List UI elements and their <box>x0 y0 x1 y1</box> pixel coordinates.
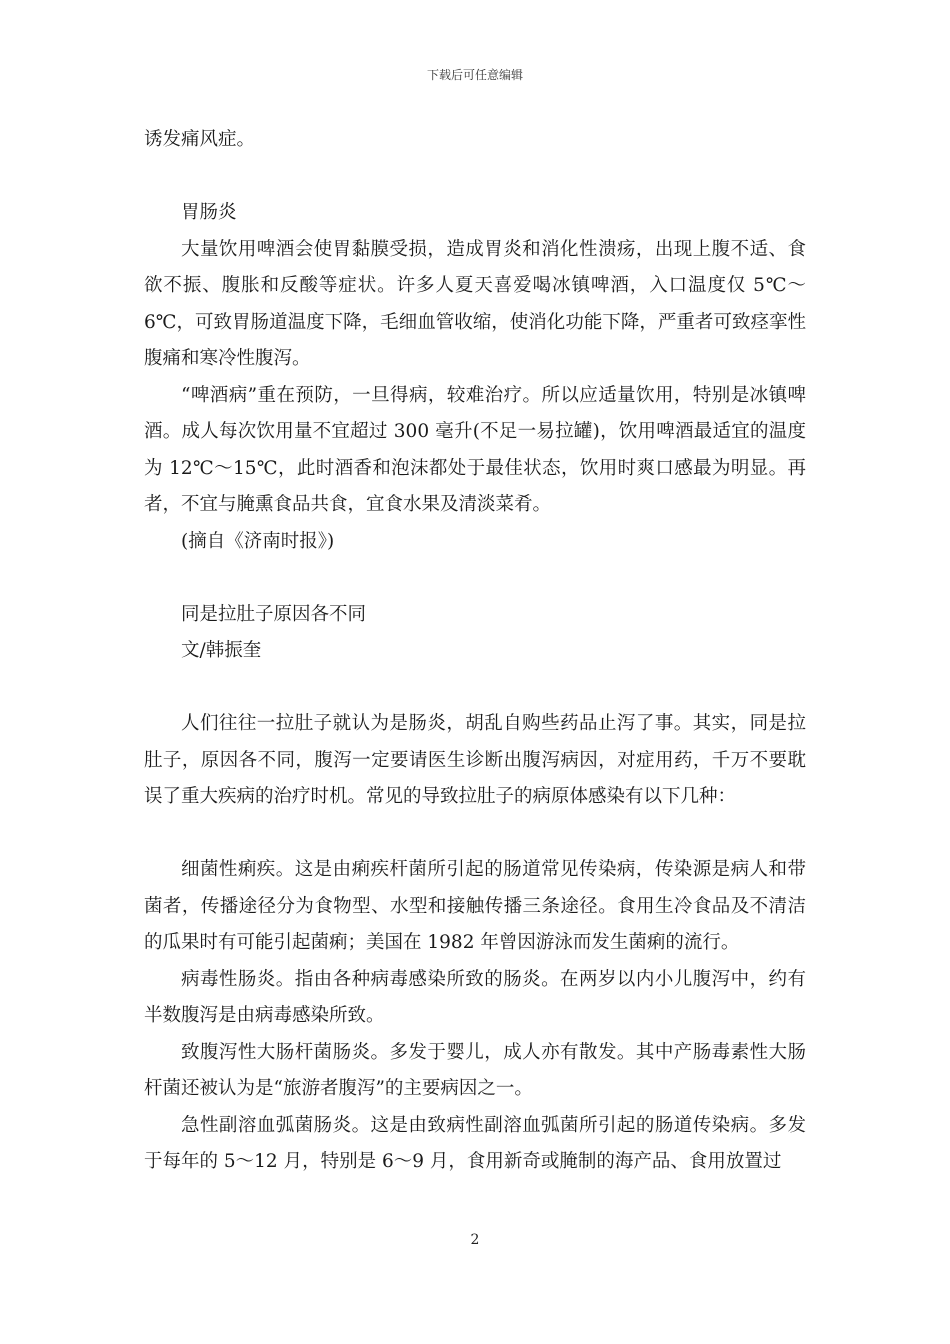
source-citation: (摘自《济南时报》) <box>181 530 335 552</box>
paragraph: 大量饮用啤酒会使胃黏膜受损，造成胃炎和消化性溃疡，出现上腹不适、食欲不振、腹胀和反酸等症状。许多人夏天喜爱喝冰镇啤酒，入口温度仅 5℃～6℃，可致胃肠道温度下降，毛细血管收缩，使消化功能下降，严重者可致痉挛性腹痛和寒冷性腹泻。 <box>144 238 806 369</box>
blank-line <box>144 816 806 853</box>
blank-line <box>144 159 806 196</box>
blank-line <box>144 670 806 707</box>
document-body <box>144 122 806 1181</box>
article-author: 文/韩振奎 <box>181 640 262 661</box>
paragraph: 细菌性痢疾。这是由痢疾杆菌所引起的肠道常见传染病，传染源是病人和带菌者，传播途径分为食物型、水型和接触传播三条途径。食用生冷食品及不清洁的瓜果时有可能引起菌痢；美国在 1982 年曾因游泳而发生菌痢的流行。 <box>144 859 806 953</box>
paragraph-continuation: 诱发痛风症。 <box>144 129 256 150</box>
paragraph: 人们往往一拉肚子就认为是肠炎，胡乱自购些药品止泻了事。其实，同是拉肚子，原因各不同，腹泻一定要请医生诊断出腹泻病因，对症用药，千万不要耽误了重大疾病的治疗时机。常见的导致拉肚子的病原体感染有以下几种： <box>144 713 806 807</box>
page-number: 2 <box>470 1232 480 1248</box>
section-heading-gastroenteritis: 胃肠炎 <box>181 202 237 223</box>
paragraph: “啤酒病”重在预防，一旦得病，较难治疗。所以应适量饮用，特别是冰镇啤酒。成人每次饮用量不宜超过 300 毫升(不足一易拉罐)，饮用啤酒最适宜的温度为 12℃～15℃，此时酒香和泡沫都处于最佳状态，饮用时爽口感最为明显。再者，不宜与腌熏食品共食，宜食水果及清淡菜肴。 <box>144 384 806 515</box>
blank-line <box>144 560 806 597</box>
article-title: 同是拉肚子原因各不同 <box>181 603 367 625</box>
paragraph: 病毒性肠炎。指由各种病毒感染所致的肠炎。在两岁以内小儿腹泻中，约有半数腹泻是由病毒感染所致。 <box>144 968 806 1026</box>
paragraph: 急性副溶血弧菌肠炎。这是由致病性副溶血弧菌所引起的肠道传染病。多发于每年的 5～12 月，特别是 6～9 月，食用新奇或腌制的海产品、食用放置过 <box>144 1114 806 1172</box>
paragraph: 致腹泻性大肠杆菌肠炎。多发于婴儿，成人亦有散发。其中产肠毒素性大肠杆菌还被认为是“旅游者腹泻”的主要病因之一。 <box>144 1041 806 1099</box>
page-header-note: 下载后可任意编辑 <box>426 68 523 82</box>
